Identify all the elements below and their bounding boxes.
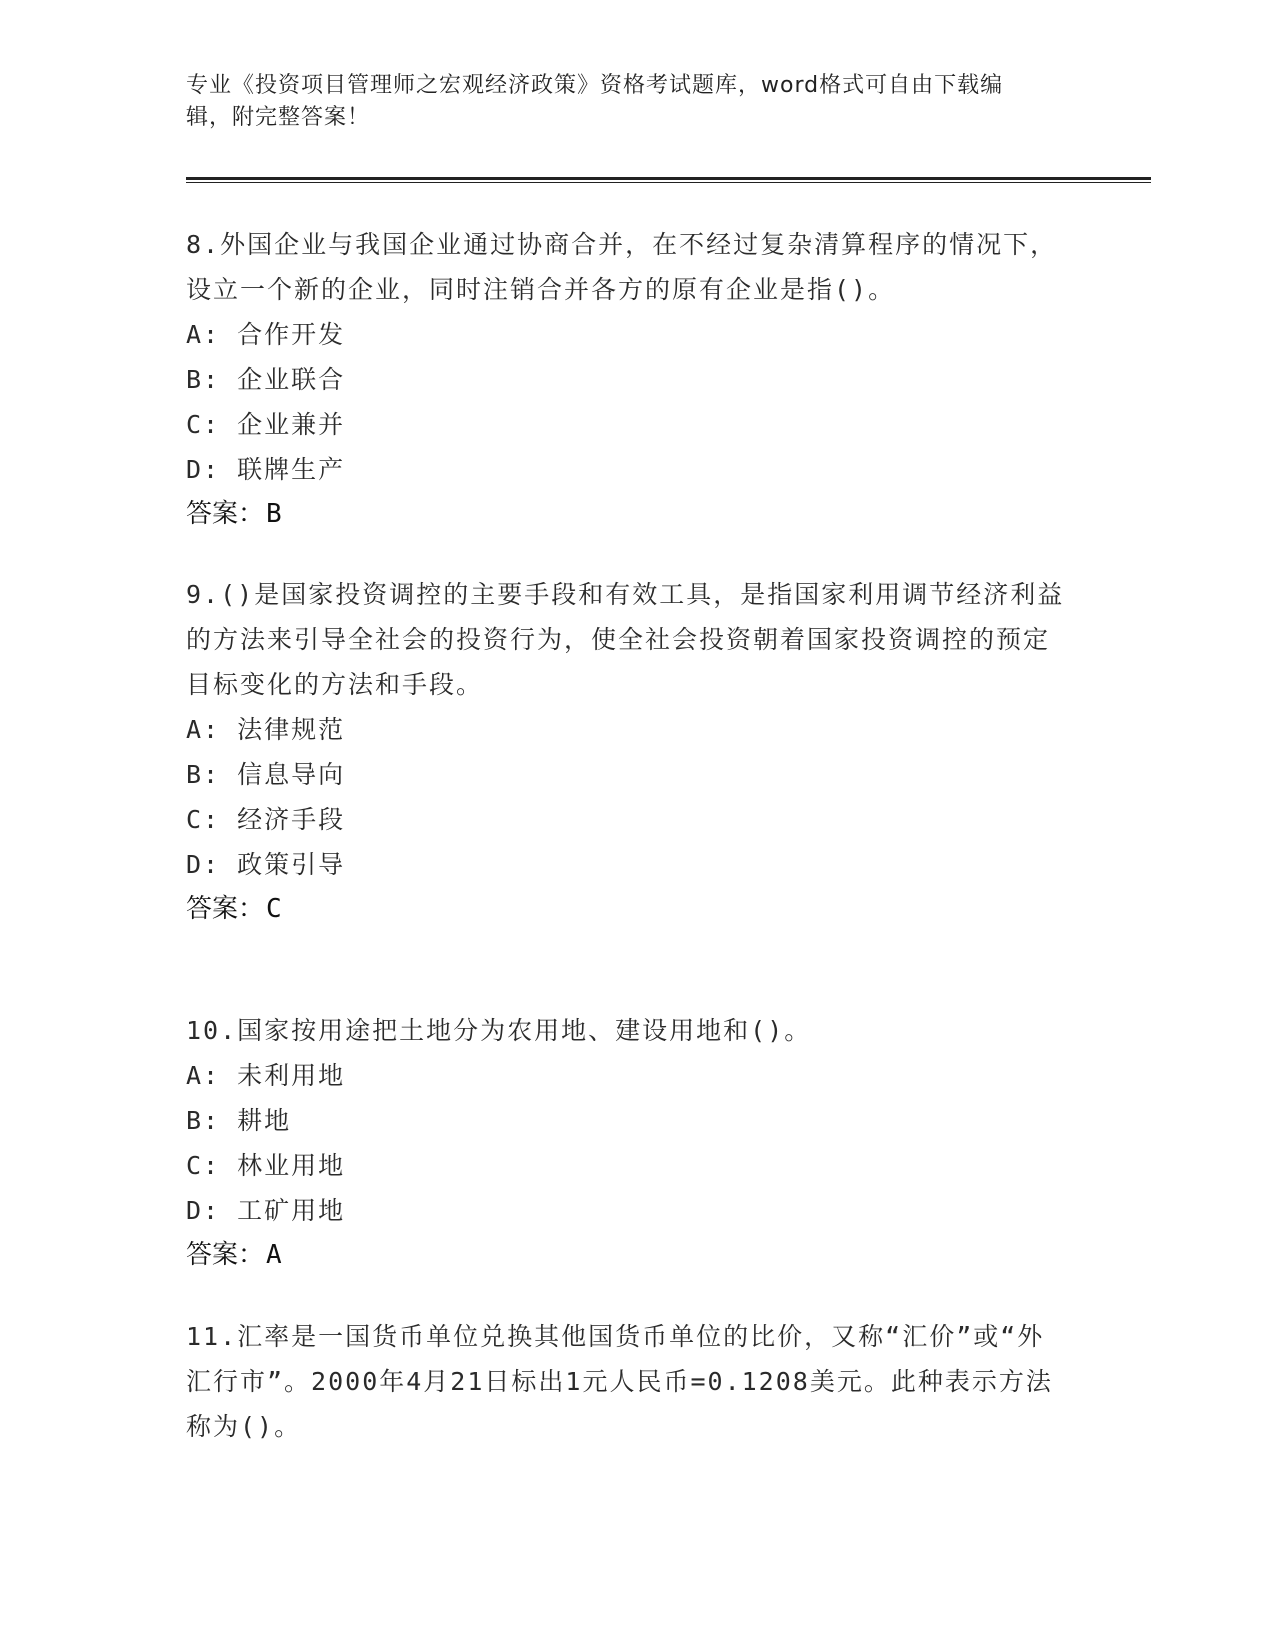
question-8 — [186, 222, 1066, 537]
option-c: C: 林业用地 — [186, 1151, 346, 1180]
option-d: D: 工矿用地 — [186, 1196, 346, 1225]
answer-value: B — [266, 499, 282, 529]
option-b: B: 企业联合 — [186, 365, 346, 394]
option-a: A: 合作开发 — [186, 320, 346, 349]
answer-value: A — [266, 1240, 282, 1270]
question-9 — [186, 572, 1066, 932]
answer-value: C — [266, 894, 282, 924]
option-c: C: 经济手段 — [186, 805, 346, 834]
header-divider-thick — [186, 177, 1151, 180]
answer-label: 答案： — [186, 894, 265, 924]
option-b: B: 信息导向 — [186, 760, 346, 789]
answer-line — [186, 887, 1066, 932]
question-11 — [186, 1314, 1066, 1449]
option-b: B: 耕地 — [186, 1106, 292, 1135]
header-divider-thin — [186, 182, 1151, 183]
option-d: D: 政策引导 — [186, 850, 346, 879]
header-line-1: 专业《投资项目管理师之宏观经济政策》资格考试题库，word格式可自由下载编 — [186, 73, 1004, 98]
question-text: 11.汇率是一国货币单位兑换其他国货币单位的比价，又称“汇价”或“外汇行市”。2000年4月21日标出1元人民币=0.1208美元。此种表示方法称为()。 — [186, 1322, 1053, 1441]
header-line-2: 辑，附完整答案！ — [186, 105, 371, 130]
question-text: 8.外国企业与我国企业通过协商合并，在不经过复杂清算程序的情况下，设立一个新的企业，同时注销合并各方的原有企业是指()。 — [186, 230, 1058, 304]
question-text: 9.()是国家投资调控的主要手段和有效工具，是指国家利用调节经济利益的方法来引导全社会的投资行为，使全社会投资朝着国家投资调控的预定目标变化的方法和手段。 — [186, 580, 1065, 699]
answer-line — [186, 492, 1066, 537]
option-d: D: 联牌生产 — [186, 455, 346, 484]
question-10 — [186, 1008, 1066, 1278]
answer-label: 答案： — [186, 1240, 265, 1270]
answer-line — [186, 1233, 1066, 1278]
option-a: A: 未利用地 — [186, 1061, 346, 1090]
answer-label: 答案： — [186, 499, 265, 529]
option-a: A: 法律规范 — [186, 715, 346, 744]
document-header — [186, 70, 1066, 134]
option-c: C: 企业兼并 — [186, 410, 346, 439]
question-text: 10.国家按用途把土地分为农用地、建设用地和()。 — [186, 1016, 812, 1045]
